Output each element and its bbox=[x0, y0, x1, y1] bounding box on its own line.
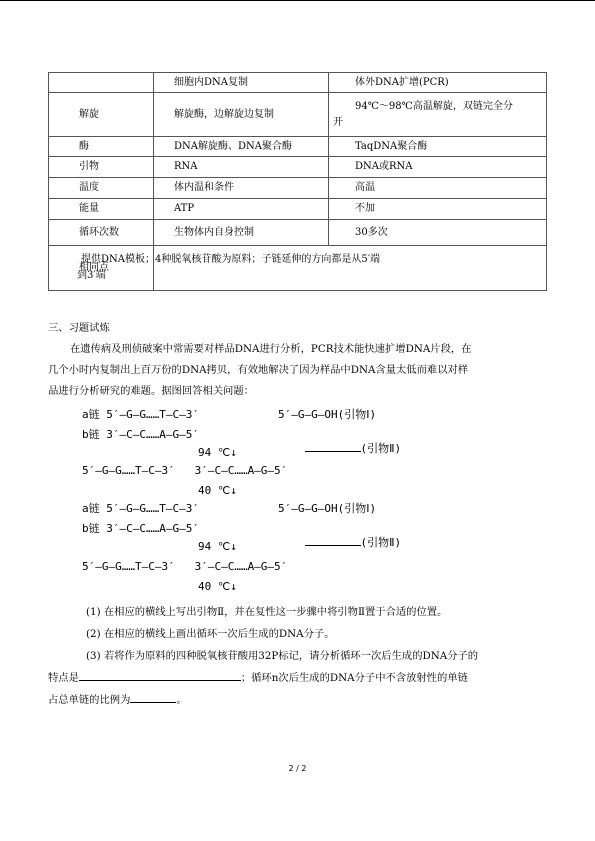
pcr-line1: 94℃～98℃高温解旋，双链完全分 bbox=[355, 100, 513, 112]
header-cell-empty bbox=[49, 73, 154, 93]
row-label: 相同点 bbox=[49, 246, 154, 291]
primer-1-label: 5′—G—G—OH(引物Ⅰ) bbox=[278, 408, 377, 421]
question-1: (1) 在相应的横线上写出引物Ⅱ，并在复性这一步骤中将引物Ⅱ置于合适的位置。 bbox=[86, 606, 448, 618]
q3-text: 特点是 bbox=[48, 672, 79, 684]
table-row bbox=[49, 137, 547, 157]
table-row bbox=[49, 157, 547, 178]
strand-a-cycle2: a链 5′—G—G……T—C—3′ bbox=[82, 502, 199, 515]
answer-blank[interactable] bbox=[79, 680, 241, 681]
common-line2: 到3′端 bbox=[77, 270, 106, 281]
row-cell-pcr bbox=[329, 93, 547, 137]
q3-text: 占总单链的比例为 bbox=[48, 694, 131, 706]
top-rule bbox=[0, 0, 595, 1]
comparison-table bbox=[48, 72, 547, 291]
question-3-line1: (3) 若将作为原料的四种脱氧核苷酸用32P标记，请分析循环一次后生成的DNA分子的 bbox=[86, 650, 479, 662]
row-label: 解旋 bbox=[49, 93, 154, 137]
common-line1: 提供DNA模板；4种脱氧核苷酸为原料；子链延伸的方向都是从5′端 bbox=[81, 254, 380, 265]
row-cell: ATP bbox=[154, 199, 329, 220]
strand-b-cycle1: b链 3′—C—C……A—G—5′ bbox=[82, 428, 199, 441]
header-cell-intracellular: 细胞内DNA复制 bbox=[154, 73, 329, 93]
q3-text: 。 bbox=[176, 694, 187, 706]
intro-line: 在遗传病及刑侦破案中常需要对样品DNA进行分析，PCR技术能快速扩增DNA片段，在 bbox=[70, 343, 472, 355]
row-cell-pcr: 高温 bbox=[329, 178, 547, 199]
row-label: 酶 bbox=[49, 137, 154, 157]
separated-strands: 5′—G—G……T—C—3′ 3′—C—C……A—G—5′ bbox=[82, 560, 288, 573]
denature-temp: 94 ℃↓ bbox=[198, 540, 237, 553]
header-cell-pcr: 体外DNA扩增(PCR) bbox=[329, 73, 547, 93]
pcr-diagram bbox=[70, 404, 400, 600]
primer-2-label: (引物Ⅱ) bbox=[360, 442, 402, 455]
row-cell: DNA解旋酶、DNA聚合酶 bbox=[154, 137, 329, 157]
row-label: 循环次数 bbox=[49, 220, 154, 246]
row-label: 引物 bbox=[49, 157, 154, 178]
question-2: (2) 在相应的横线上画出循环一次后生成的DNA分子。 bbox=[86, 628, 335, 640]
strand-b-cycle2: b链 3′—C—C……A—G—5′ bbox=[82, 522, 199, 535]
table-header-row bbox=[49, 73, 547, 93]
answer-blank[interactable] bbox=[130, 702, 176, 703]
primer-2-slot bbox=[278, 428, 401, 470]
question-3-line3 bbox=[48, 690, 548, 711]
primer-1-label: 5′—G—G—OH(引物Ⅰ) bbox=[278, 502, 377, 515]
answer-blank[interactable] bbox=[305, 451, 361, 452]
denature-temp: 94 ℃↓ bbox=[198, 446, 237, 459]
intro-line: 几个小时内复制出上百万份的DNA拷贝，有效地解决了因为样品中DNA含量太低而难以对样 bbox=[48, 364, 469, 376]
row-cell-pcr: 不加 bbox=[329, 199, 547, 220]
anneal-temp: 40 ℃↓ bbox=[198, 484, 237, 497]
table-row bbox=[49, 220, 547, 246]
row-cell: RNA bbox=[154, 157, 329, 178]
row-cell: 解旋酶，边解旋边复制 bbox=[154, 93, 329, 137]
table-row bbox=[49, 178, 547, 199]
section-title: 三、习题试炼 bbox=[48, 322, 110, 334]
row-label: 温度 bbox=[49, 178, 154, 199]
page-number: 2 / 2 bbox=[288, 764, 307, 773]
anneal-temp: 40 ℃↓ bbox=[198, 580, 237, 593]
strand-a-cycle1: a链 5′—G—G……T—C—3′ bbox=[82, 408, 199, 421]
answer-blank[interactable] bbox=[305, 545, 361, 546]
q3-text: ；循环n次后生成的DNA分子中不含放射性的单链 bbox=[240, 672, 468, 684]
primer-2-slot bbox=[278, 522, 401, 564]
primer-2-label: (引物Ⅱ) bbox=[360, 536, 402, 549]
row-cell: 生物体内自身控制 bbox=[154, 220, 329, 246]
pcr-line2: 开 bbox=[333, 116, 343, 128]
table-row bbox=[49, 199, 547, 220]
table-row bbox=[49, 246, 547, 291]
row-cell: 体内温和条件 bbox=[154, 178, 329, 199]
separated-strands: 5′—G—G……T—C—3′ 3′—C—C……A—G—5′ bbox=[82, 464, 288, 477]
row-cell-pcr: TaqDNA聚合酶 bbox=[329, 137, 547, 157]
table-row bbox=[49, 93, 547, 137]
intro-line: 品进行分析研究的难题。据图回答相关问题： bbox=[48, 385, 254, 397]
row-label: 能量 bbox=[49, 199, 154, 220]
question-3-line2 bbox=[48, 668, 548, 689]
row-cell-pcr: 30多次 bbox=[329, 220, 547, 246]
intro-paragraph bbox=[48, 339, 548, 402]
row-cell-pcr: DNA或RNA bbox=[329, 157, 547, 178]
